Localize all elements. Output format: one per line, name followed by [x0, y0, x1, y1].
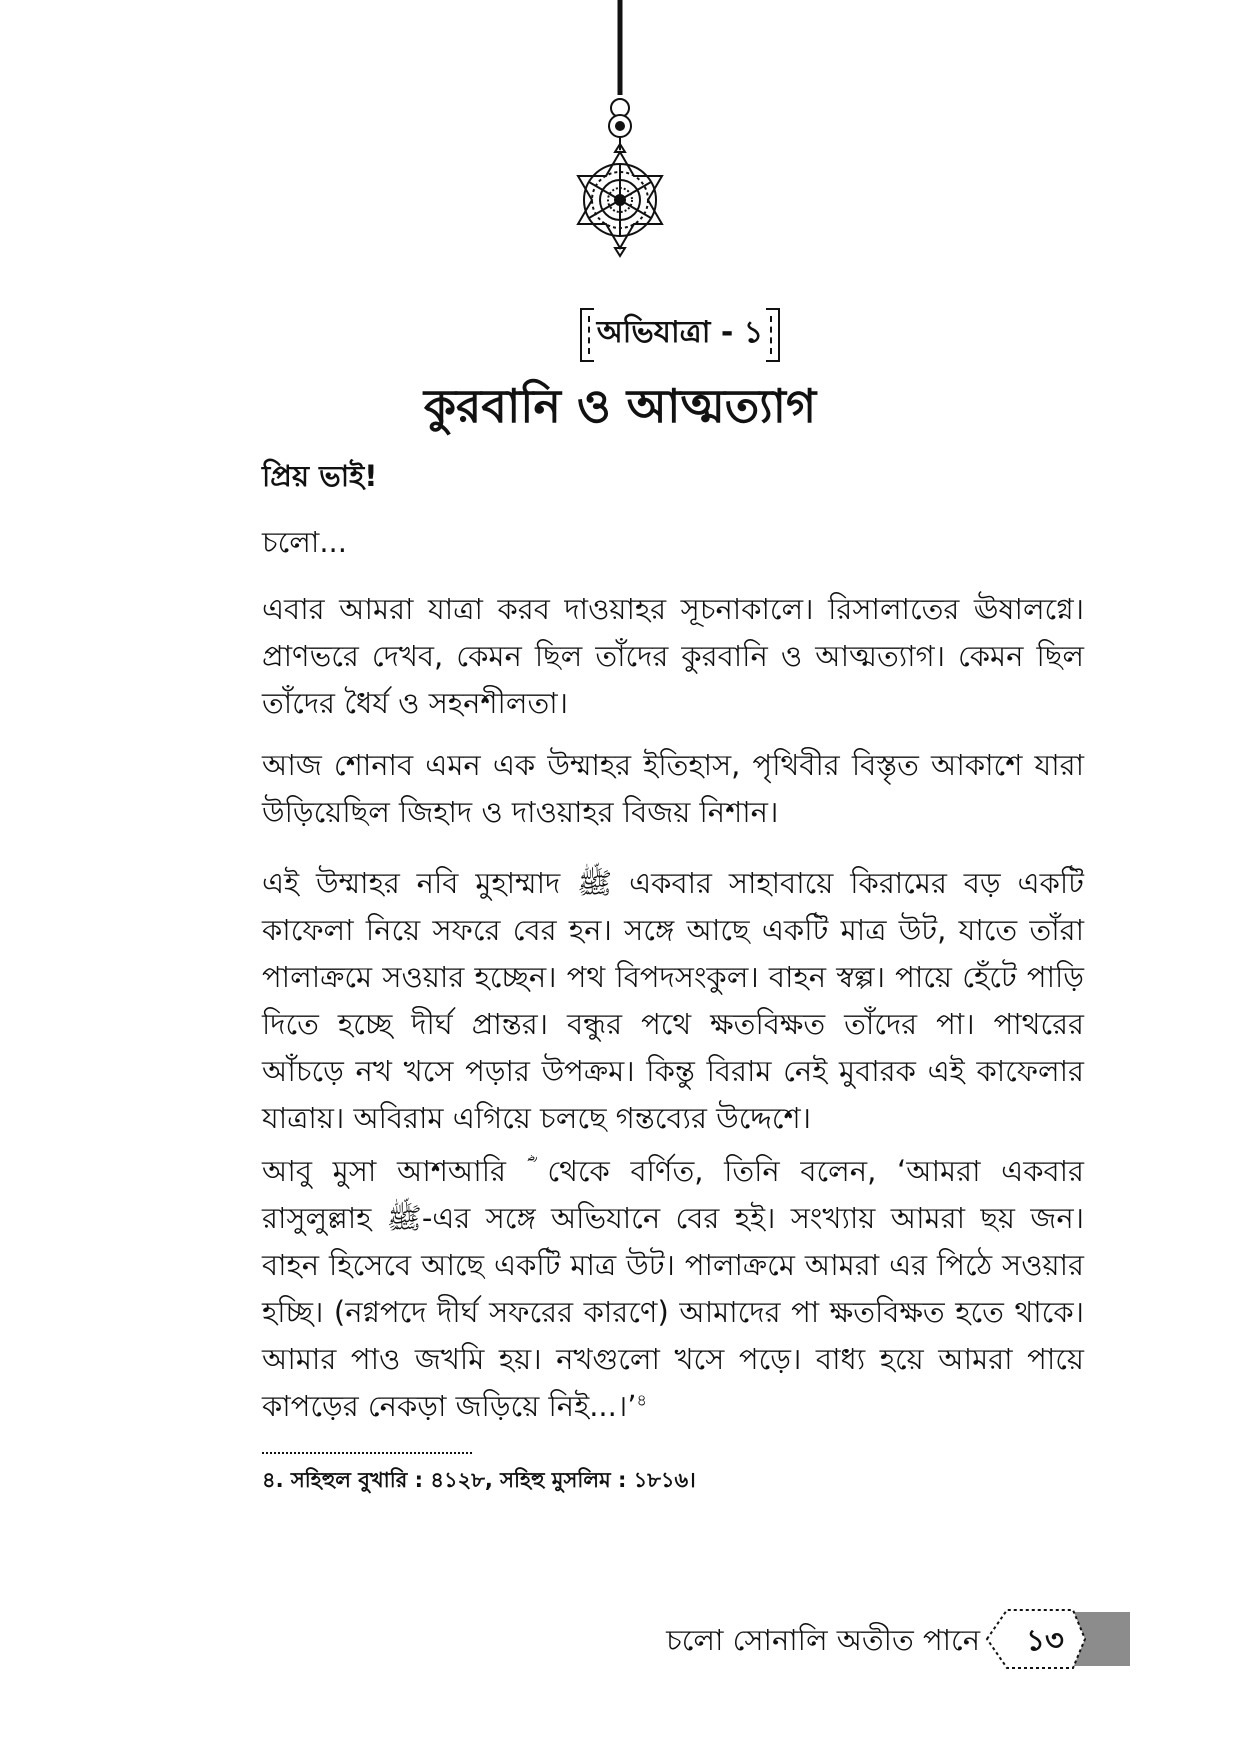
chapter-label: অভিযাত্রা - ১ — [596, 314, 764, 350]
footnote-marker: ৪ — [636, 1390, 647, 1410]
paragraph-4 — [262, 1148, 1084, 1430]
footnote: ৪. সহিহুল বুখারি : ৪১২৮, সহিহু মুসলিম : ১৮১৬। — [262, 1468, 696, 1492]
mandala-ornament-icon — [560, 0, 680, 290]
paragraph-2: আজ শোনাব এমন এক উম্মাহর ইতিহাস, পৃথিবীর বিস্তৃত আকাশে যারা উড়িয়েছিল জিহাদ ও দাওয়াহর বিজয় নিশান। — [262, 748, 1084, 829]
running-footer-title: চলো সোনালি অতীত পানে — [666, 1623, 980, 1657]
paragraph-3: এই উম্মাহর নবি মুহাম্মাদ ﷺ একবার সাহাবায়ে কিরামের বড় একটি কাফেলা নিয়ে সফরে বের হন। সঙ্গে আছে একটি মাত্র উট, যাতে তাঁরা পালাক্রমে সওয়ার হচ্ছেন। পথ বিপদসংকুল। বাহন স্বল্প। পায়ে হেঁটে পাড়ি দিতে হচ্ছে দীর্ঘ প্রান্তর। বন্ধুর পথে ক্ষতবিক্ষত তাঁদের পা। পাথরের আঁচড়ে নখ খসে পড়ার উপক্রম। কিন্তু বিরাম নেই মুবারক এই কাফেলার যাত্রায়। অবিরাম এগিয়ে চলছে গন্তব্যের উদ্দেশে। — [262, 866, 1084, 1135]
intro-line: চলো... — [262, 525, 347, 559]
paragraph-1: এবার আমরা যাত্রা করব দাওয়াহর সূচনাকালে। রিসালাতের ঊষালগ্নে। প্রাণভরে দেখব, কেমন ছিল তাঁদের কুরবানি ও আত্মত্যাগ। কেমন ছিল তাঁদের ধৈর্য ও সহনশীলতা। — [262, 592, 1084, 720]
page-number: ১৩ — [1026, 1623, 1064, 1657]
salutation: প্রিয় ভাই! — [262, 459, 378, 493]
footnote-divider — [262, 1452, 472, 1454]
paragraph-4-text: আবু মুসা আশআরি ؓ থেকে বর্ণিত, তিনি বলেন, ‘আমরা একবার রাসুলুল্লাহ ﷺ-এর সঙ্গে অভিযানে বের হই। সংখ্যায় আমরা ছয় জন। বাহন হিসেবে আছে একটি মাত্র উট। পালাক্রমে আমরা এর পিঠে সওয়ার হচ্ছি। (নগ্নপদে দীর্ঘ সফরের কারণে) আমাদের পা ক্ষতবিক্ষত হতে থাকে। আমার পাও জখমি হয়। নখগুলো খসে পড়ে। বাধ্য হয়ে আমরা পায়ে কাপড়ের নেকড়া জড়িয়ে নিই...।’ — [262, 1154, 1084, 1423]
chapter-title: কুরবানি ও আত্মত্যাগ — [423, 379, 817, 433]
chapter-label-box — [580, 308, 780, 358]
